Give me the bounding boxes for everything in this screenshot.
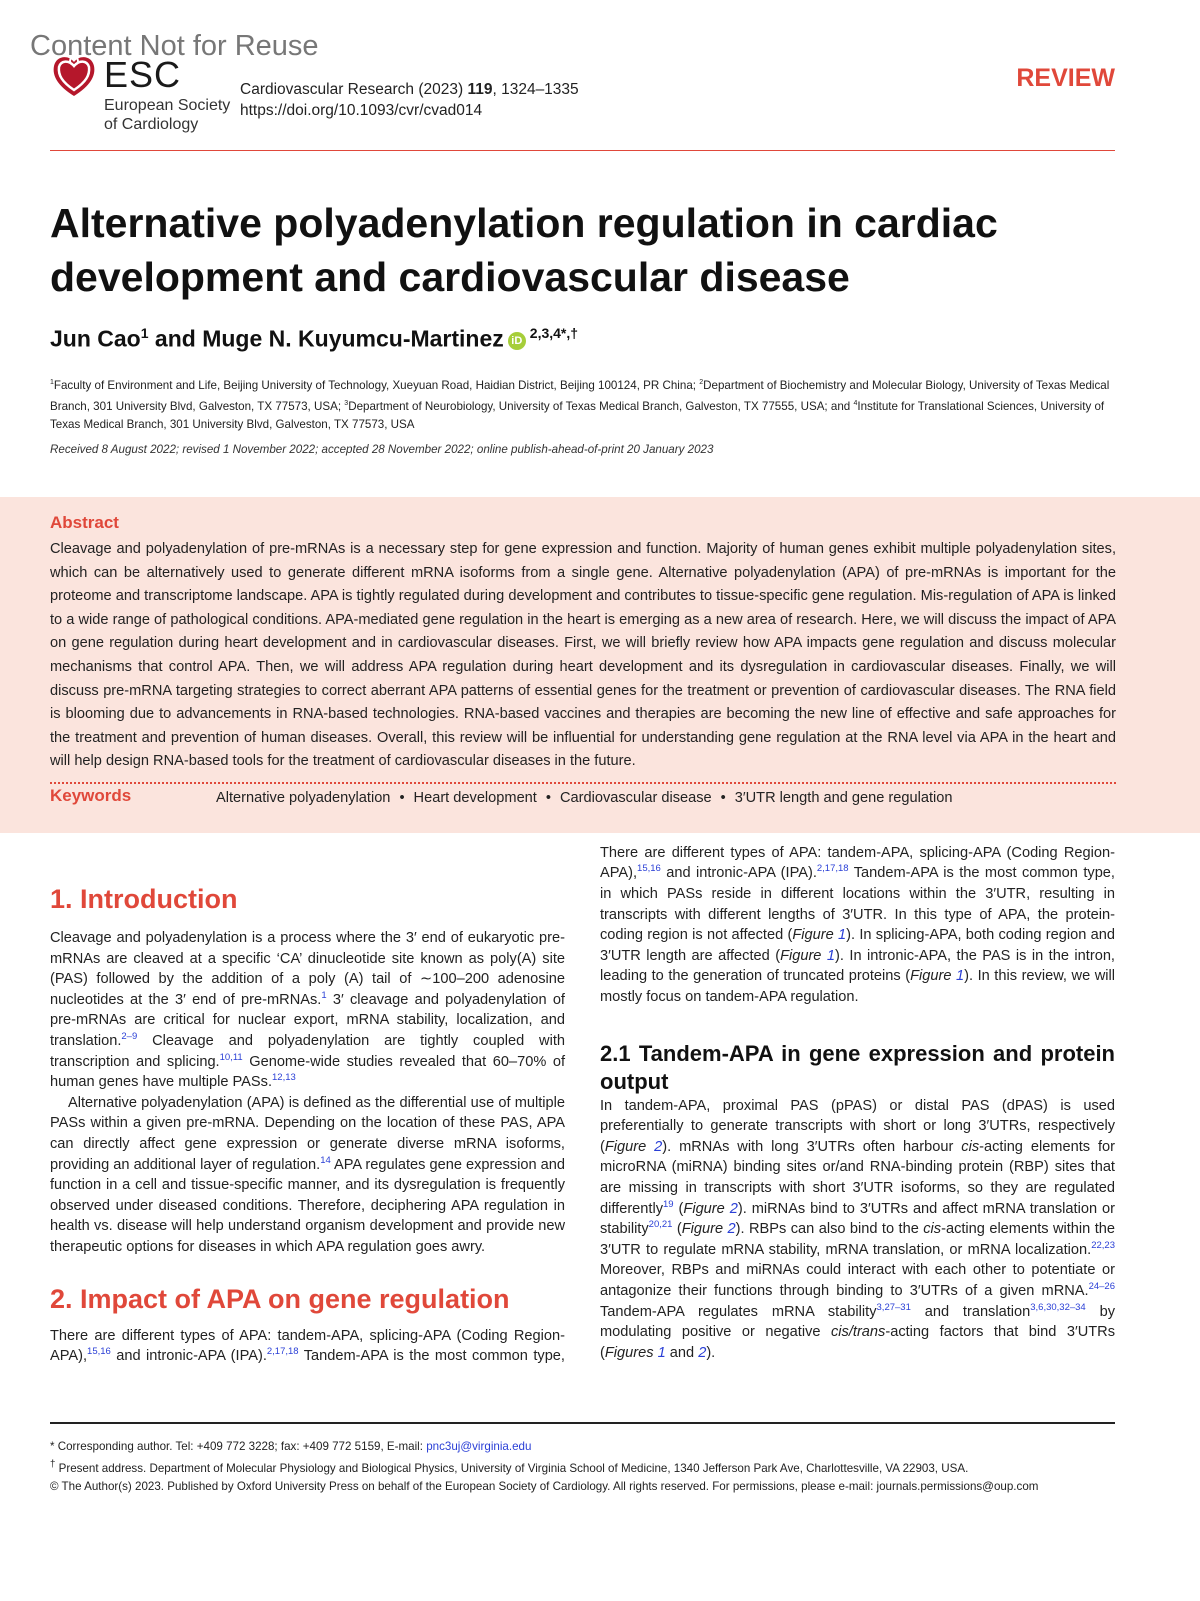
society-line: of Cardiology — [104, 116, 199, 133]
section-heading: 2. Impact of APA on gene regulation — [50, 1283, 510, 1314]
text-segment: There are different types of APA: tandem-APA, splicing-APA (Coding Region-APA), — [600, 844, 1115, 882]
citation-ref[interactable]: 19 — [663, 1198, 674, 1210]
affiliation: Department of Biochemistry and Molecular Biology, University of Texas Medical Branch, 301 University Blvd, Galveston, TX 77573, USA; — [50, 378, 1110, 413]
keyword[interactable]: Heart development — [413, 790, 537, 806]
text-segment: and intronic-APA (IPA). — [660, 865, 817, 882]
text-segment: by modulating positive or negative — [600, 1303, 1115, 1341]
citation-ref[interactable]: 10,11 — [219, 1051, 243, 1063]
authors — [50, 325, 578, 353]
text-segment: ). In splicing-APA, both coding region and 3′UTR length are affected ( — [600, 927, 1115, 964]
email-link[interactable]: pnc3uj@virginia.edu — [426, 1440, 532, 1453]
text-segment: -acting elements for microRNA (miRNA) binding sites or/and RNA-binding protein (RBP) sites that are missing in transcripts with short 3′UTR isoforms, so they are regulated differently — [600, 1138, 1115, 1217]
publication-dates: Received 8 August 2022; revised 1 November 2022; accepted 28 November 2022; online publish-ahead-of-print 20 January 2023 — [50, 443, 714, 456]
footnote-mark: † — [50, 1459, 56, 1470]
header-divider — [50, 150, 1115, 151]
bullet-separator: • — [399, 790, 405, 806]
text-segment: Cleavage and polyadenylation is a process where the 3′ end of eukaryotic pre-mRNAs are cleaved at a specific ‘CA’ dinucleotide site known as poly(A) site (PAS) followed by the addition of a poly (A) tail of ∼100–200 adenosine nucleotides at the 3′ end of pre-mRNAs. — [50, 930, 565, 1008]
text-segment: Figure — [792, 927, 839, 944]
citation-ref[interactable]: 24–26 — [1088, 1281, 1115, 1293]
keyword[interactable]: 3′UTR length and gene regulation — [734, 790, 953, 806]
text-segment: Alternative polyadenylation (APA) is defined as the differential use of multiple PASs within a given pre-mRNA. Depending on the location of these PAS, APA can directly affect gene expression or generate diverse mRNA isoforms, providing an additional layer of regulation. — [50, 1094, 565, 1173]
abstract-heading: Abstract — [50, 513, 119, 532]
affiliation: Department of Neurobiology, University of Texas Medical Branch, Galveston, TX 77555, USA; and — [348, 399, 854, 413]
text-segment: and intronic-APA (IPA). — [110, 1348, 267, 1365]
affiliation-number: 4 — [853, 399, 858, 407]
article-type: REVIEW — [1016, 64, 1115, 92]
author[interactable]: Jun Cao — [50, 325, 141, 352]
text-segment: Figure — [683, 1200, 730, 1217]
society-line: European Society — [104, 97, 231, 114]
text-segment: Tandem-APA is the most common type, — [303, 1348, 565, 1365]
bullet-separator: • — [545, 790, 551, 806]
paragraph-continued — [600, 843, 1115, 1008]
text-segment: ). In intronic-APA, the PAS is in the intron, leading to the generation of truncated proteins ( — [600, 947, 1115, 985]
journal-citation — [240, 79, 579, 121]
text-segment: Figures — [604, 1344, 658, 1361]
footnotes — [50, 1438, 1120, 1496]
citation-ref[interactable]: 3,27–31 — [876, 1301, 911, 1313]
author-affil: 2,3,4*,† — [529, 325, 579, 341]
citation-ref[interactable]: 2,17,18 — [266, 1346, 299, 1358]
copyright: © The Author(s) 2023. Published by Oxford University Press on behalf of the European Society of Cardiology. All rights reserved. For permissions, please e-mail: journals.permissions@oup.com — [50, 1479, 1039, 1493]
volume: 119 — [467, 81, 493, 98]
citation-ref[interactable]: 14 — [320, 1154, 331, 1166]
affiliation: Institute for Translational Sciences, University of Texas Medical Branch, 301 University Blvd, Galveston, TX 77573, USA — [50, 399, 1105, 431]
citation-ref[interactable]: 12,13 — [272, 1072, 296, 1084]
text-segment: -acting elements within the 3′UTR to regulate mRNA stability, mRNA translation, or mRNA localization. — [600, 1221, 1115, 1258]
figure-ref[interactable]: 1 — [838, 927, 847, 944]
text-segment: ). — [706, 1344, 716, 1361]
subsection-heading: 2.1 Tandem-APA in gene expression and protein output — [600, 1040, 1115, 1094]
citation-ref[interactable]: 20,21 — [648, 1219, 673, 1231]
text-segment: Moreover, RBPs and miRNAs could interact with each other to potentiate or antagonize their functions through binding to 3′UTRs of a given mRNA. — [600, 1262, 1115, 1299]
text-segment: Figure — [910, 968, 957, 985]
footnote-divider — [50, 1422, 1115, 1424]
text-segment: cis/trans — [831, 1324, 886, 1341]
logo-text: ESC — [104, 54, 182, 95]
paragraph — [50, 1093, 565, 1258]
text-segment: Cleavage and polyadenylation are tightly coupled with transcription and splicing. — [50, 1032, 565, 1070]
figure-ref[interactable]: 1 — [826, 947, 836, 964]
citation-ref[interactable]: 1 — [321, 989, 327, 1001]
author-affil: 1 — [140, 325, 149, 341]
text-segment: cis — [923, 1221, 942, 1238]
paragraph — [50, 1326, 565, 1367]
figure-ref[interactable]: 1 — [657, 1344, 666, 1361]
affiliation: Faculty of Environment and Life, Beijing University of Technology, Xueyuan Road, Haidian District, Beijing 100124, PR China; — [53, 378, 700, 392]
figure-ref[interactable]: 2 — [654, 1138, 663, 1155]
figure-ref[interactable]: 2 — [727, 1221, 736, 1238]
left-column — [50, 884, 565, 1367]
right-column — [600, 844, 1115, 1363]
affiliations — [50, 374, 1120, 434]
text-segment: Genome-wide studies revealed that 60–70% of human genes have multiple PASs. — [50, 1053, 566, 1091]
author[interactable]: Muge N. Kuyumcu-Martinez — [202, 325, 504, 352]
text-segment: APA regulates gene expression and function in a cell and tissue-specific manner, and its dysregulation is frequently observed under diseased conditions. Therefore, deciphering APA regulation in health vs. disease will help understand organism development and provide new therapeutic options for diseases in which APA regulation goes awry. — [50, 1156, 565, 1255]
journal-name: Cardiovascular Research (2023) — [240, 81, 464, 98]
affiliation-number: 3 — [344, 399, 349, 407]
text-segment: ). RBPs can also bind to the — [735, 1221, 924, 1238]
affiliation-number: 2 — [699, 379, 704, 386]
text-segment: and translation — [910, 1303, 1031, 1320]
text-segment: Figure — [780, 947, 827, 964]
text-segment: and — [665, 1344, 699, 1361]
article-title: Alternative polyadenylation regulation in cardiac development and cardiovascular disease — [50, 200, 998, 300]
text-segment: ( — [672, 1221, 682, 1238]
text-segment: Figure — [604, 1138, 655, 1155]
text-segment: Figure — [681, 1221, 728, 1238]
keyword[interactable]: Alternative polyadenylation — [216, 790, 391, 806]
doi-link[interactable]: https://doi.org/10.1093/cvr/cvad014 — [240, 102, 483, 119]
paragraph — [50, 928, 565, 1093]
figure-ref[interactable]: 1 — [956, 968, 965, 985]
affiliation-number: 1 — [50, 379, 54, 386]
text-segment: Tandem-APA is the most common type, in which PASs reside in different locations within the 3′UTR, resulting in transcripts with different lengths of 3′UTR. In this type of APA, the protein-coding region is not affected ( — [600, 865, 1115, 944]
keyword[interactable]: Cardiovascular disease — [559, 790, 712, 806]
text-segment: ). In this review, we will mostly focus on tandem-APA regulation. — [600, 968, 1115, 1005]
abstract-divider — [50, 782, 1116, 784]
paragraph — [600, 1096, 1115, 1364]
text-segment: -acting factors that bind 3′UTRs ( — [600, 1324, 1115, 1361]
text-segment: ). miRNAs bind to 3′UTRs and affect mRNA translation or stability — [600, 1200, 1115, 1238]
orcid-icon[interactable]: iD — [508, 332, 526, 350]
author-and: and — [148, 325, 203, 352]
citation-ref[interactable]: 15,16 — [87, 1346, 111, 1358]
keywords-heading: Keywords — [50, 786, 132, 805]
citation-ref[interactable]: 22,23 — [1091, 1239, 1115, 1251]
text-segment: 3′ cleavage and polyadenylation of pre-mRNAs are critical for nuclear export, mRNA stability, localization, and translation. — [50, 991, 565, 1049]
watermark: Content Not for Reuse — [30, 30, 319, 62]
citation-ref[interactable]: 2–9 — [121, 1031, 138, 1043]
text-segment: Tandem-APA regulates mRNA stability — [600, 1303, 877, 1320]
text-segment: cis — [961, 1138, 980, 1155]
citation-ref[interactable]: 15,16 — [637, 863, 661, 875]
text-segment: There are different types of APA: tandem-APA, splicing-APA (Coding Region-APA), — [50, 1327, 565, 1365]
corresponding-author: * Corresponding author. Tel: +409 772 3228; fax: +409 772 5159, E-mail: — [50, 1440, 427, 1453]
citation-ref[interactable]: 3,6,30,32–34 — [1030, 1301, 1086, 1313]
section-heading: 1. Introduction — [50, 884, 238, 914]
text-segment: ). mRNAs with long 3′UTRs often harbour — [662, 1138, 962, 1155]
citation-ref[interactable]: 2,17,18 — [816, 863, 849, 875]
society-name — [104, 96, 230, 134]
pages: , 1324–1335 — [492, 81, 579, 98]
text-segment: ( — [673, 1200, 684, 1217]
bullet-separator: • — [720, 790, 726, 806]
figure-ref[interactable]: 2 — [729, 1200, 738, 1217]
keywords-list — [216, 790, 953, 806]
abstract-text: Cleavage and polyadenylation of pre-mRNAs is a necessary step for gene expression and function. Majority of human genes exhibit multiple polyadenylation sites, which can be alternatively used to generate different mRNA isoforms from a single gene. Alternative polyadenylation (APA) of pre-mRNAs is important for the proteome and transcriptome landscape. APA is tightly regulated during development and contributes to tissue-specific gene regulation. Mis-regulation of APA is linked to a wide range of pathological conditions. APA-mediated gene regulation in the heart is emerging as a new area of research. Here, we will discuss the impact of APA on gene regulation during heart development and in cardiovascular diseases. First, we will briefly review how APA impacts gene regulation and discuss molecular mechanisms that control APA. Then, we will address APA regulation during heart development and its dysregulation in cardiovascular diseases. Finally, we will discuss pre-mRNA targeting strategies to correct aberrant APA patterns of essential genes for the treatment or prevention of cardiovascular diseases. The RNA field is blooming due to advancements in RNA-based technologies. RNA-based vaccines and therapies are becoming the new line of effective and safe approaches for the treatment and prevention of human diseases. Overall, this review will be influential for understanding gene regulation at the RNA level via APA in the heart and will help design RNA-based tools for the treatment of cardiovascular diseases in the future. — [50, 541, 1116, 770]
present-address: Present address. Department of Molecular Physiology and Biological Physics, University of Virginia School of Medicine, 1340 Jefferson Park Ave, Charlottesville, VA 22903, USA. — [55, 1461, 969, 1475]
text-segment: In tandem-APA, proximal PAS (pPAS) or distal PAS (dPAS) is used preferentially to generate transcripts with short or long 3′UTRs, respectively ( — [600, 1097, 1115, 1155]
figure-ref[interactable]: 2 — [698, 1344, 707, 1361]
